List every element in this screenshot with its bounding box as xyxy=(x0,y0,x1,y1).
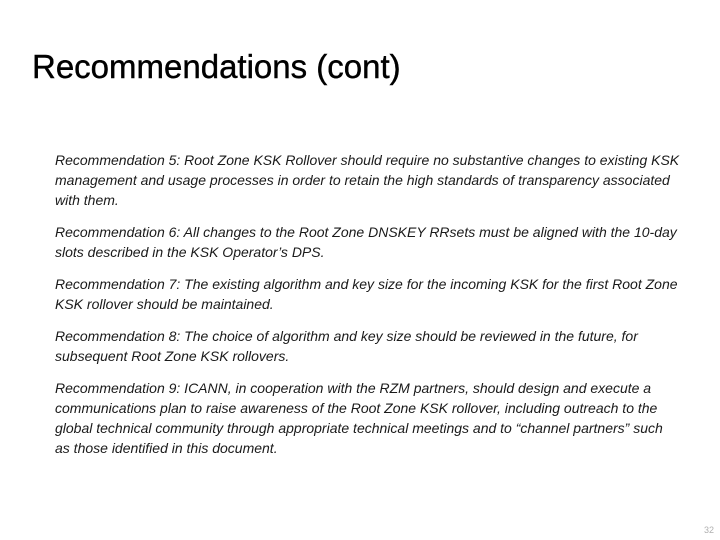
recommendation-8: Recommendation 8: The choice of algorithm and key size should be reviewed in the future, for subsequent Root Zone KSK rollovers. xyxy=(55,328,638,364)
recommendation-6: Recommendation 6: All changes to the Root Zone DNSKEY RRsets must be aligned with the 10-day slots described in the KSK Operator’s DPS. xyxy=(55,224,677,260)
recommendation-7: Recommendation 7: The existing algorithm and key size for the incoming KSK for the first Root Zone KSK rollover should be maintained. xyxy=(55,276,678,312)
recommendation-5: Recommendation 5: Root Zone KSK Rollover should require no substantive changes to existing KSK management and usage processes in order to retain the high standards of transparency associated with them. xyxy=(55,152,680,208)
recommendation-9: Recommendation 9: ICANN, in cooperation with the RZM partners, should design and execute a communications plan to raise awareness of the Root Zone KSK rollover, including outreach to the global technical community through appropriate technical meetings and to “channel partners” such as those identified in this document. xyxy=(55,380,663,456)
page-number: 32 xyxy=(703,525,714,535)
recommendations-list xyxy=(55,150,680,470)
slide-title: Recommendations (cont) xyxy=(32,48,401,85)
